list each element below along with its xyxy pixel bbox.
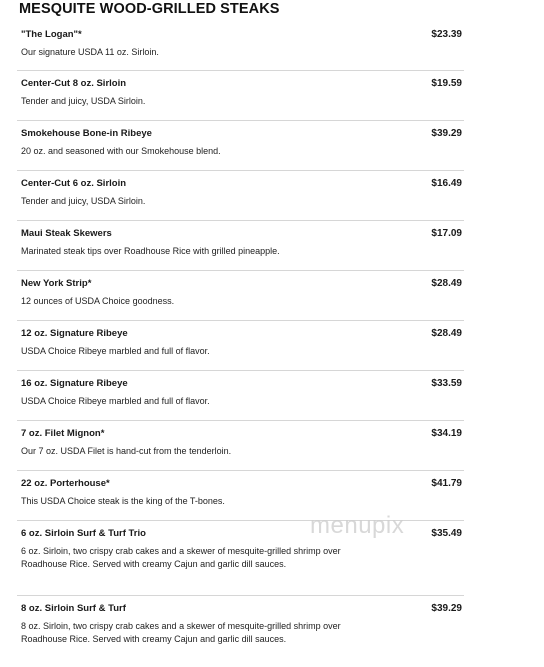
menu-item	[17, 276, 464, 321]
item-name: 12 oz. Signature Ribeye	[21, 328, 128, 339]
item-name: Maui Steak Skewers	[21, 228, 112, 239]
menu-item	[17, 76, 464, 121]
item-price: $19.59	[431, 78, 462, 89]
item-description: Tender and juicy, USDA Sirloin.	[21, 196, 146, 206]
menu-item	[17, 376, 464, 421]
item-price: $39.29	[431, 128, 462, 139]
menu-item	[17, 226, 464, 271]
section-title: MESQUITE WOOD-GRILLED STEAKS	[19, 1, 280, 17]
item-description: 6 oz. Sirloin, two crispy crab cakes and a skewer of mesquite-grilled shrimp over Roadhouse Rice. Served with creamy Cajun and garlic dill sauces.	[21, 546, 341, 569]
menu-item	[17, 326, 464, 371]
menu-item	[17, 601, 464, 667]
item-price: $28.49	[431, 328, 462, 339]
menu-section	[17, 0, 464, 667]
item-price: $39.29	[431, 603, 462, 614]
item-name: New York Strip*	[21, 278, 92, 289]
item-price: $17.09	[431, 228, 462, 239]
item-description: Our 7 oz. USDA Filet is hand-cut from the tenderloin.	[21, 446, 232, 456]
item-price: $33.59	[431, 378, 462, 389]
item-price: $23.39	[431, 29, 462, 40]
item-description: 20 oz. and seasoned with our Smokehouse blend.	[21, 146, 221, 156]
item-price: $34.19	[431, 428, 462, 439]
item-price: $35.49	[431, 528, 462, 539]
menu-item	[17, 176, 464, 221]
item-name: 7 oz. Filet Mignon*	[21, 428, 105, 439]
item-price: $16.49	[431, 178, 462, 189]
item-price: $28.49	[431, 278, 462, 289]
menu-item	[17, 126, 464, 171]
item-description: This USDA Choice steak is the king of the T-bones.	[21, 496, 225, 506]
item-name: "The Logan"*	[21, 29, 82, 40]
item-name: 22 oz. Porterhouse*	[21, 478, 110, 489]
item-description: 12 ounces of USDA Choice goodness.	[21, 296, 175, 306]
item-description: USDA Choice Ribeye marbled and full of flavor.	[21, 346, 210, 356]
menu-item	[17, 27, 464, 71]
item-name: Center-Cut 8 oz. Sirloin	[21, 78, 127, 89]
item-name: 6 oz. Sirloin Surf & Turf Trio	[21, 528, 146, 539]
item-description: Tender and juicy, USDA Sirloin.	[21, 96, 146, 106]
item-name: Center-Cut 6 oz. Sirloin	[21, 178, 127, 189]
item-name: 8 oz. Sirloin Surf & Turf	[21, 603, 126, 614]
item-description: USDA Choice Ribeye marbled and full of flavor.	[21, 396, 210, 406]
watermark-logo: menupix	[310, 512, 405, 539]
item-description: Our signature USDA 11 oz. Sirloin.	[21, 47, 159, 57]
menu-item	[17, 426, 464, 471]
item-price: $41.79	[431, 478, 462, 489]
item-description: Marinated steak tips over Roadhouse Rice with grilled pineapple.	[21, 246, 280, 256]
item-description: 8 oz. Sirloin, two crispy crab cakes and a skewer of mesquite-grilled shrimp over Roadhouse Rice. Served with creamy Cajun and garlic dill sauces.	[21, 621, 341, 644]
item-name: Smokehouse Bone-in Ribeye	[21, 128, 152, 139]
item-name: 16 oz. Signature Ribeye	[21, 378, 128, 389]
